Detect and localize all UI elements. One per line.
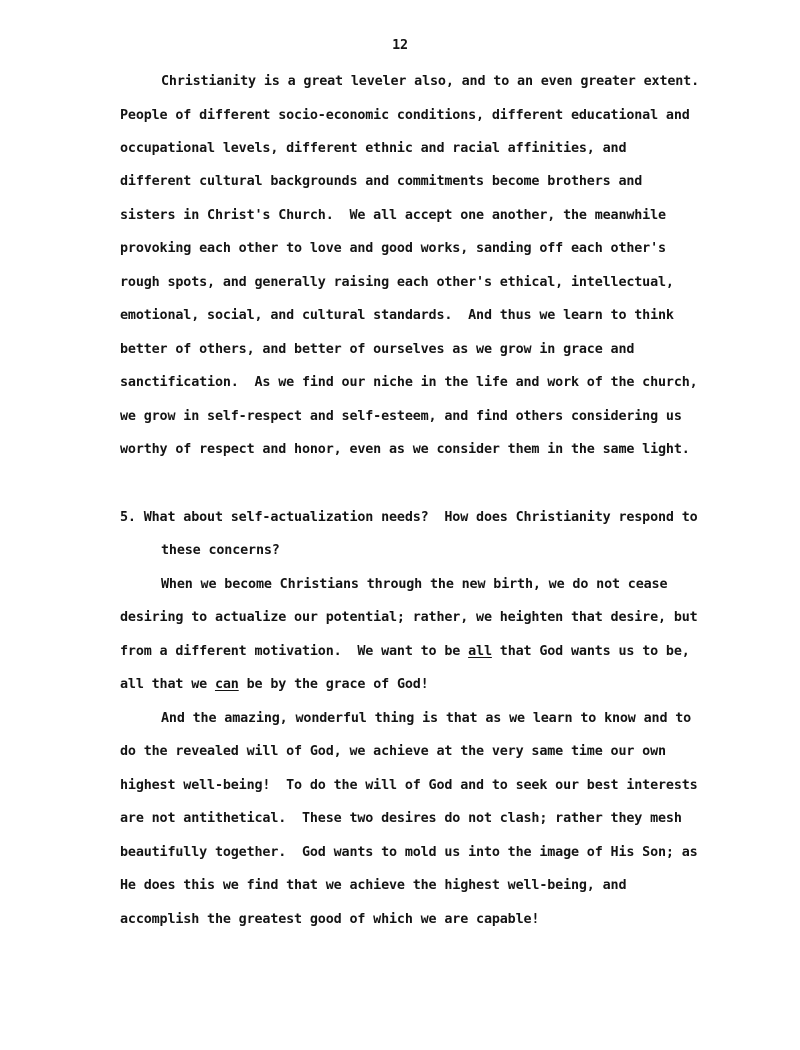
paragraph-3-line: do the revealed will of God, we achieve at the very same time our own — [120, 744, 666, 759]
paragraph-1-line: Christianity is a great leveler also, and to an even greater extent. — [161, 74, 700, 89]
paragraph-2-line — [120, 642, 690, 662]
underlined-word: can — [214, 677, 239, 692]
paragraph-3-line: And the amazing, wonderful thing is that as we learn to know and to — [161, 711, 692, 726]
paragraph-1-line: sanctification. As we find our niche in the life and work of the church, — [120, 375, 698, 390]
paragraph-1-line: provoking each other to love and good works, sanding off each other's — [120, 241, 666, 256]
underlined-word: all — [468, 644, 492, 659]
paragraph-2-line: desiring to actualize our potential; rather, we heighten that desire, but — [120, 610, 698, 625]
paragraph-3-line: are not antithetical. These two desires do not clash; rather they mesh — [120, 811, 682, 826]
paragraph-2-line: When we become Christians through the new birth, we do not cease — [161, 577, 668, 592]
paragraph-1-line: emotional, social, and cultural standards. And thus we learn to think — [120, 308, 674, 323]
paragraph-1-line: worthy of respect and honor, even as we consider them in the same light. — [120, 442, 690, 457]
paragraph-1-line: occupational levels, different ethnic and racial affinities, and — [120, 141, 627, 156]
paragraph-3-line: accomplish the greatest good of which we are capable! — [120, 912, 540, 927]
paragraph-3-line: highest well-being! To do the will of God and to seek our best interests — [120, 778, 698, 793]
text-run: be by the grace of God! — [238, 677, 429, 692]
paragraph-1-line: sisters in Christ's Church. We all accept one another, the meanwhile — [120, 208, 666, 223]
paragraph-1-line: rough spots, and generally raising each other's ethical, intellectual, — [120, 275, 674, 290]
paragraph-2-line — [120, 675, 429, 695]
paragraph-1-line: we grow in self-respect and self-esteem, and find others considering us — [120, 409, 682, 424]
paragraph-1-line: different cultural backgrounds and commitments become brothers and — [120, 174, 643, 189]
question-5-line: 5. What about self-actualization needs? How does Christianity respond to — [120, 510, 698, 525]
text-run: that God wants us to be, — [491, 644, 690, 659]
paragraph-3-line: He does this we find that we achieve the highest well-being, and — [120, 878, 627, 893]
paragraph-1-line: better of others, and better of ourselves as we grow in grace and — [120, 342, 635, 357]
paragraph-1-line: People of different socio-economic conditions, different educational and — [120, 108, 690, 123]
page-number: 12 — [392, 38, 408, 53]
question-5-line: these concerns? — [161, 543, 280, 558]
text-run: all that we — [120, 677, 215, 692]
text-run: from a different motivation. We want to be — [120, 644, 469, 659]
paragraph-3-line: beautifully together. God wants to mold us into the image of His Son; as — [120, 845, 698, 860]
